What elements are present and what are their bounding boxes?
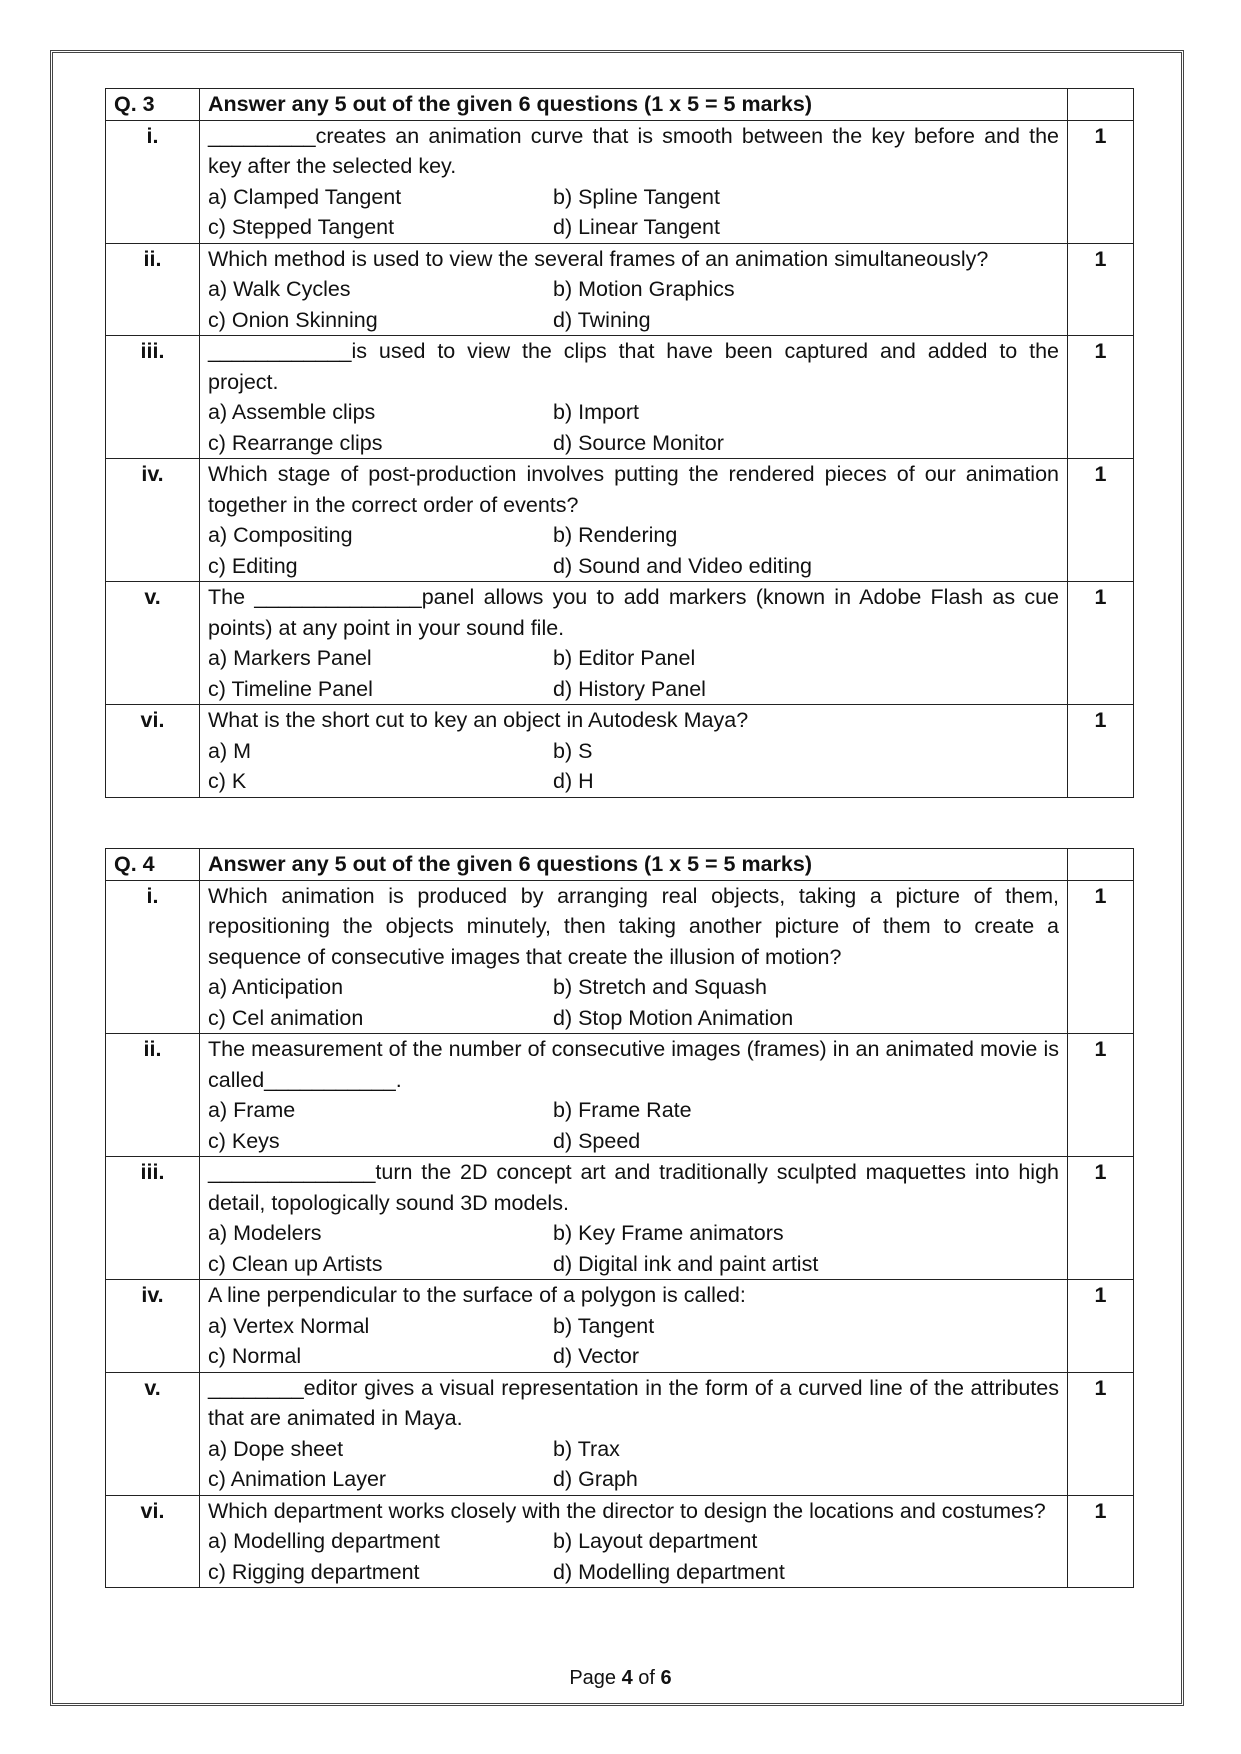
question-marks: 1 (1068, 582, 1134, 705)
question-number: vi. (106, 1495, 200, 1588)
option-b: b) Rendering (553, 523, 678, 547)
question-marks: 1 (1068, 1157, 1134, 1280)
option-c: c) Clean up Artists (208, 1251, 383, 1276)
options-grid (208, 972, 1059, 1033)
question-cell (200, 705, 1068, 798)
question-number: i. (106, 880, 200, 1034)
marks-header-cell (1068, 89, 1134, 121)
option-c: c) Stepped Tangent (208, 215, 395, 239)
question-marks: 1 (1068, 336, 1134, 459)
question-text: ________editor gives a visual representation in the form of a curved line of the attributes that are animated in Maya. (208, 1375, 1059, 1430)
question-cell (200, 336, 1068, 459)
option-b: b) Spline Tangent (553, 184, 720, 209)
option-c: c) K (208, 769, 247, 793)
question-row (106, 120, 1134, 243)
marks-header-cell (1068, 849, 1134, 881)
question-cell (200, 1280, 1068, 1373)
question-number: vi. (106, 705, 200, 798)
page-current: 4 (621, 1667, 633, 1689)
option-c: c) Cel animation (208, 1005, 364, 1030)
question-text: The ______________panel allows you to add markers (known in Adobe Flash as cue points) at any point in your sound file. (208, 585, 1059, 640)
question-row (106, 705, 1134, 798)
question-cell (200, 459, 1068, 582)
question-row (106, 336, 1134, 459)
option-a: a) Dope sheet (208, 1436, 344, 1461)
options-grid (208, 1434, 1059, 1495)
option-b: b) Editor Panel (553, 646, 696, 670)
option-b: b) Tangent (553, 1313, 655, 1338)
section-number: Q. 4 (106, 849, 200, 881)
question-marks: 1 (1068, 1372, 1134, 1495)
page-total: 6 (660, 1667, 672, 1689)
option-c: c) Timeline Panel (208, 676, 373, 701)
option-b: b) Layout department (553, 1529, 758, 1553)
option-d: d) Speed (553, 1128, 641, 1153)
options-grid (208, 520, 1059, 581)
question-table-q3 (105, 88, 1134, 798)
question-row (106, 1157, 1134, 1280)
options-grid (208, 274, 1059, 335)
question-cell (200, 1157, 1068, 1280)
question-marks: 1 (1068, 1495, 1134, 1588)
question-number: v. (106, 1372, 200, 1495)
option-b: b) Stretch and Squash (553, 975, 767, 999)
options-grid (208, 1526, 1059, 1587)
question-row (106, 880, 1134, 1034)
page-of-label: of (638, 1667, 655, 1689)
options-grid (208, 1218, 1059, 1279)
option-b: b) Import (553, 400, 640, 424)
options-grid (208, 397, 1059, 458)
question-row (106, 1495, 1134, 1588)
option-a: a) Vertex Normal (208, 1313, 370, 1338)
question-marks: 1 (1068, 459, 1134, 582)
option-c: c) Normal (208, 1344, 302, 1368)
question-marks: 1 (1068, 880, 1134, 1034)
question-row (106, 1034, 1134, 1157)
option-b: b) S (553, 738, 593, 763)
option-c: c) Rigging department (208, 1559, 420, 1584)
options-grid (208, 736, 1059, 797)
section-instruction: Answer any 5 out of the given 6 questions (1 x 5 = 5 marks) (200, 849, 1068, 881)
option-a: a) Markers Panel (208, 646, 372, 670)
page-label: Page (569, 1667, 617, 1689)
option-d: d) Digital ink and paint artist (553, 1251, 819, 1276)
section-instruction: Answer any 5 out of the given 6 questions (1 x 5 = 5 marks) (200, 89, 1068, 121)
option-c: c) Keys (208, 1128, 280, 1153)
option-d: d) Source Monitor (553, 430, 724, 455)
question-text: What is the short cut to key an object in Autodesk Maya? (208, 708, 749, 732)
question-number: ii. (106, 1034, 200, 1157)
question-text: Which method is used to view the several frames of an animation simultaneously? (208, 246, 989, 271)
section-header-row (106, 849, 1134, 881)
question-number: ii. (106, 243, 200, 336)
question-text: Which animation is produced by arranging real objects, taking a picture of them, repositioning the objects minutely, then taking another picture of them to create a sequence of consecutive images that create the illusion of motion? (208, 883, 1059, 969)
question-row (106, 459, 1134, 582)
option-a: a) Anticipation (208, 975, 344, 999)
question-text: The measurement of the number of consecutive images (frames) in an animated movie is called___________. (208, 1037, 1059, 1092)
option-b: b) Frame Rate (553, 1098, 692, 1122)
question-cell (200, 582, 1068, 705)
option-c: c) Animation Layer (208, 1467, 387, 1491)
section-number: Q. 3 (106, 89, 200, 121)
option-d: d) History Panel (553, 676, 706, 701)
option-d: d) H (553, 769, 594, 793)
option-b: b) Trax (553, 1436, 620, 1461)
option-a: a) Clamped Tangent (208, 184, 402, 209)
question-number: v. (106, 582, 200, 705)
question-cell (200, 1495, 1068, 1588)
question-text: A line perpendicular to the surface of a polygon is called: (208, 1283, 746, 1307)
option-c: c) Editing (208, 553, 298, 578)
question-cell (200, 1034, 1068, 1157)
question-marks: 1 (1068, 1034, 1134, 1157)
option-d: d) Vector (553, 1344, 640, 1368)
option-c: c) Onion Skinning (208, 307, 378, 332)
question-text: Which stage of post-production involves putting the rendered pieces of our animation together in the correct order of events? (208, 462, 1059, 517)
question-table-q4 (105, 848, 1134, 1588)
question-text: ______________turn the 2D concept art and traditionally sculpted maquettes into high detail, topologically sound 3D models. (208, 1160, 1059, 1215)
question-text: _________creates an animation curve that is smooth between the key before and the key after the selected key. (208, 123, 1059, 178)
options-grid (208, 643, 1059, 704)
option-b: b) Motion Graphics (553, 277, 735, 301)
option-a: a) Modelling department (208, 1529, 440, 1553)
option-d: d) Sound and Video editing (553, 553, 813, 578)
question-cell (200, 243, 1068, 336)
question-row (106, 582, 1134, 705)
option-a: a) Compositing (208, 523, 353, 547)
question-row (106, 243, 1134, 336)
question-cell (200, 880, 1068, 1034)
question-number: iii. (106, 336, 200, 459)
option-d: d) Twining (553, 307, 651, 332)
option-a: a) M (208, 738, 251, 763)
page-footer (0, 1667, 1241, 1690)
option-c: c) Rearrange clips (208, 430, 383, 455)
option-a: a) Modelers (208, 1221, 322, 1245)
question-row (106, 1280, 1134, 1373)
question-text: Which department works closely with the director to design the locations and costumes? (208, 1498, 1046, 1523)
question-text: ____________is used to view the clips that have been captured and added to the project. (208, 339, 1059, 394)
question-number: iii. (106, 1157, 200, 1280)
question-cell (200, 120, 1068, 243)
question-marks: 1 (1068, 1280, 1134, 1373)
option-d: d) Stop Motion Animation (553, 1005, 794, 1030)
option-d: d) Linear Tangent (553, 215, 720, 239)
question-row (106, 1372, 1134, 1495)
question-marks: 1 (1068, 243, 1134, 336)
option-d: d) Modelling department (553, 1559, 785, 1584)
options-grid (208, 1095, 1059, 1156)
option-a: a) Walk Cycles (208, 277, 351, 301)
question-number: iv. (106, 1280, 200, 1373)
question-number: i. (106, 120, 200, 243)
question-marks: 1 (1068, 705, 1134, 798)
option-a: a) Frame (208, 1098, 296, 1122)
options-grid (208, 182, 1059, 243)
question-marks: 1 (1068, 120, 1134, 243)
option-b: b) Key Frame animators (553, 1221, 784, 1245)
question-number: iv. (106, 459, 200, 582)
option-a: a) Assemble clips (208, 400, 376, 424)
section-header-row (106, 89, 1134, 121)
option-d: d) Graph (553, 1467, 638, 1491)
question-cell (200, 1372, 1068, 1495)
options-grid (208, 1311, 1059, 1372)
